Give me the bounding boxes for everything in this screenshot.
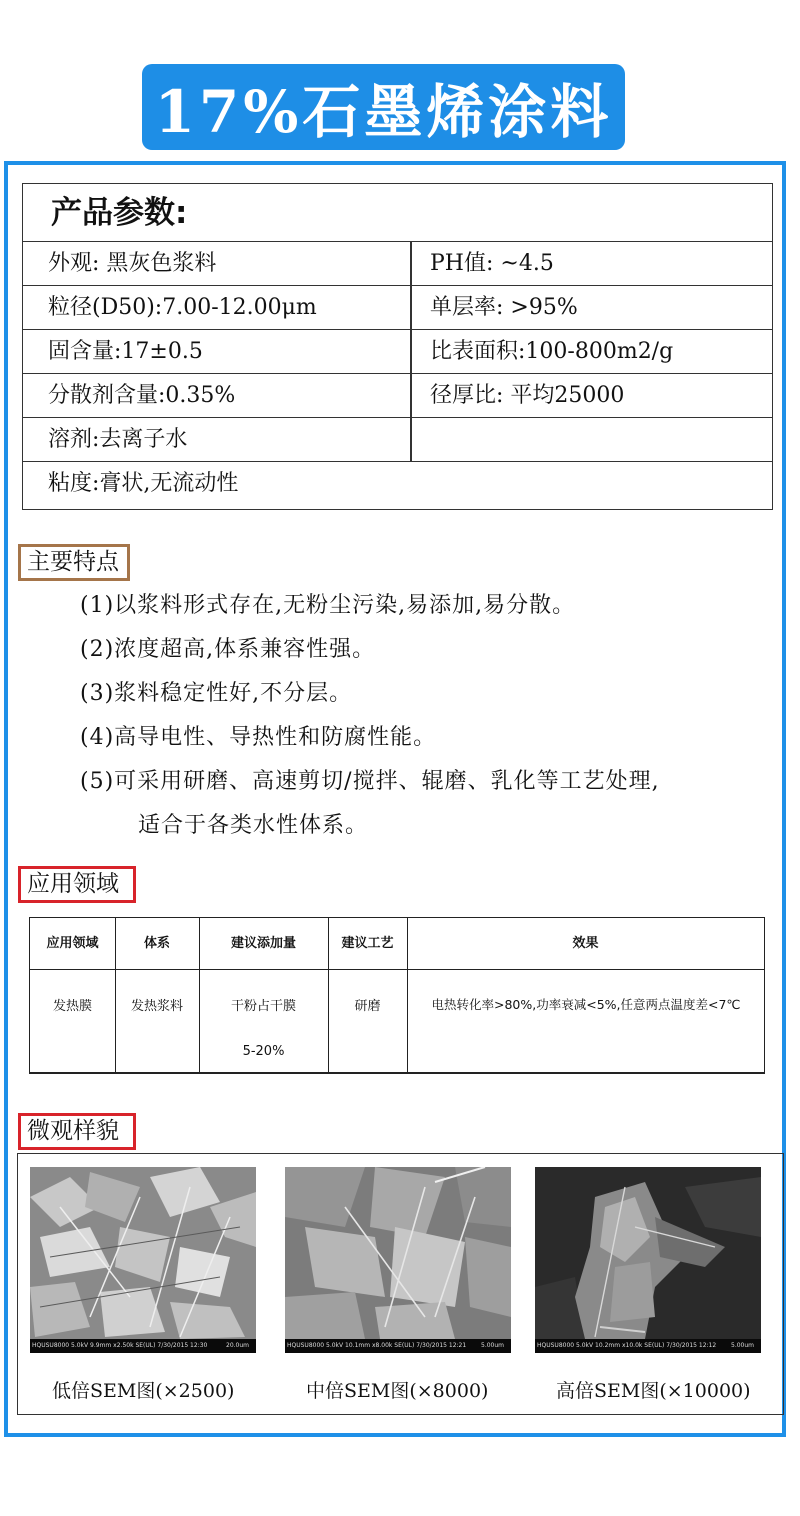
header-system: 体系 [143, 936, 170, 951]
header-amount: 建议添加量 [230, 936, 296, 951]
divider [410, 330, 412, 373]
cell-effect: 电热转化率>80%,功率衰减<5%,任意两点温度差<7℃ [431, 997, 741, 1012]
sem-image-low [30, 1167, 256, 1353]
sem-high-graphic [535, 1167, 761, 1353]
feature-item: (3)浆料稳定性好,不分层。 [80, 681, 353, 706]
param-appearance: 外观: 黑灰色浆料 [48, 251, 217, 276]
param-surface-area: 比表面积:100-800m2/g [430, 339, 674, 364]
sem-caption-low: 低倍SEM图(×2500) [52, 1380, 235, 1402]
param-row [23, 418, 772, 462]
feature-item: (5)可采用研磨、高速剪切/搅拌、辊磨、乳化等工艺处理, [80, 769, 660, 794]
param-viscosity: 粘度:膏状,无流动性 [48, 471, 239, 496]
param-row [23, 462, 772, 506]
features-label: 主要特点 [18, 544, 130, 581]
param-dispersant: 分散剂含量:0.35% [48, 383, 236, 408]
sem-low-graphic [30, 1167, 256, 1353]
header-effect: 效果 [572, 936, 599, 951]
param-aspect-ratio: 径厚比: 平均25000 [430, 383, 625, 408]
divider [410, 418, 412, 461]
param-row [23, 286, 772, 330]
sem-scale: 5.00um [481, 1342, 505, 1349]
param-row [23, 242, 772, 286]
param-solid-content: 固含量:17±0.5 [48, 339, 203, 364]
param-particle-size: 粒径(D50):7.00-12.00μm [48, 295, 317, 320]
page-title: 17%石墨烯涂料 [142, 64, 625, 150]
header-field: 应用领域 [46, 936, 99, 951]
cell-process: 研磨 [354, 999, 381, 1014]
sem-image-high [535, 1167, 761, 1353]
feature-item: 适合于各类水性体系。 [138, 813, 369, 838]
cell-amount-line2: 5-20% [242, 1044, 285, 1059]
sem-scale: 20.0um [226, 1342, 250, 1349]
sem-caption-medium: 中倍SEM图(×8000) [306, 1380, 489, 1402]
application-label: 应用领域 [18, 866, 136, 903]
parameters-table [22, 183, 773, 510]
cell-amount-line1: 干粉占干膜 [230, 999, 296, 1014]
sem-caption-high: 高倍SEM图(×10000) [556, 1380, 751, 1402]
cell-field: 发热膜 [52, 999, 92, 1014]
param-ph: PH值: ~4.5 [430, 251, 554, 276]
feature-item: (2)浓度超高,体系兼容性强。 [80, 637, 376, 662]
cell-system: 发热浆料 [130, 999, 183, 1014]
micro-label: 微观样貌 [18, 1113, 136, 1150]
application-table [29, 917, 765, 1074]
sem-image-medium [285, 1167, 511, 1353]
sem-infobar: HQUSU8000 5.0kV 9.9mm x2.50k SE(UL) 7/30/2015 12:30 [32, 1342, 208, 1349]
divider [410, 242, 412, 285]
header-process: 建议工艺 [341, 936, 394, 951]
sem-medium-graphic [285, 1167, 511, 1353]
feature-item: (1)以浆料形式存在,无粉尘污染,易添加,易分散。 [80, 593, 576, 618]
parameters-heading: 产品参数: [23, 184, 772, 242]
param-row [23, 374, 772, 418]
divider [410, 374, 412, 417]
sem-infobar: HQUSU8000 5.0kV 10.1mm x8.00k SE(UL) 7/30/2015 12:21 [287, 1342, 467, 1349]
feature-item: (4)高导电性、导热性和防腐性能。 [80, 725, 437, 750]
param-solvent: 溶剂:去离子水 [48, 427, 188, 452]
sem-scale: 5.00um [731, 1342, 755, 1349]
param-monolayer-rate: 单层率: >95% [430, 295, 578, 320]
sem-infobar: HQUSU8000 5.0kV 10.2mm x10.0k SE(UL) 7/30/2015 12:12 [537, 1342, 717, 1349]
param-row [23, 330, 772, 374]
divider [410, 286, 412, 329]
